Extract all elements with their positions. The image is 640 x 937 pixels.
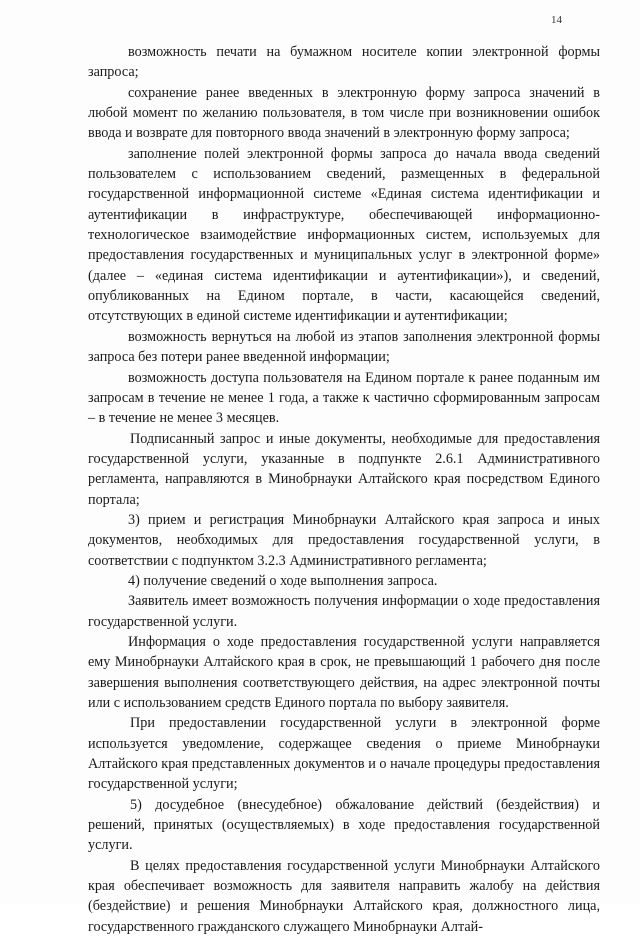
paragraph-notification: При предоставлении государственной услуги в электронной форме используется уведомление, содержащее сведения о приеме Минобрнауки Алтайского края представленных документов и о начале процедуры предоставления государственной услуги; (88, 715, 600, 793)
paragraph-return-step: возможность вернуться на любой из этапов заполнения электронной формы запроса без потери ранее введенной информации; (88, 328, 600, 366)
paragraph-applicant-info: Заявитель имеет возможность получения информации о ходе предоставления государственной услуги. (88, 593, 600, 630)
page-number: 14 (551, 14, 562, 26)
paragraph-item-5: 5) досудебное (внесудебное) обжалование действий (бездействия) и решений, принятых (осуществляемых) в ходе предоставления государственной услуги. (88, 796, 600, 854)
paragraph-complaint: В целях предоставления государственной услуги Минобрнауки Алтайского края обеспечивает возможность для заявителя направить жалобу на действия (бездействие) и решения Минобрнауки Алтайского края, должностного лица, государственного гражданского служащего Минобрнауки Алтай- (88, 857, 600, 935)
paragraph-save-values: сохранение ранее введенных в электронную форму запроса значений в любой момент по желанию пользователя, в том числе при возникновении ошибок ввода и возврате для повторного ввода значений в электронную форму запроса; (88, 84, 600, 142)
paragraph-signed-request: Подписанный запрос и иные документы, необходимые для предоставления государственной услуги, указанные в подпункте 2.6.1 Административного регламента, направляются в Минобрнауки Алтайского края посредством Единого портала; (88, 430, 600, 508)
paragraph-item-3: 3) прием и регистрация Минобрнауки Алтайского края запроса и иных документов, необходимых для предоставления государственной услуги, в соответствии с подпунктом 3.2.3 Административного регламента; (88, 511, 600, 569)
paragraph-print-copy: возможность печати на бумажном носителе копии электронной формы запроса; (88, 44, 600, 81)
paragraph-autofill: заполнение полей электронной формы запроса до начала ввода сведений пользователем с использованием сведений, размещенных в федеральной государственной информационной системе «Единая система идентификации и аутентификации в инфраструктуре, обеспечивающей информационно-технологическое взаимодействие информационных систем, используемых для предоставления государственных и муниципальных услуг в электронной форме» (далее – «единая система идентификации и аутентификации»), и сведений, опубликованных на Едином портале, в части, касающейся сведений, отсутствующих в единой системе идентификации и аутентификации; (88, 145, 600, 325)
paragraph-access-requests: возможность доступа пользователя на Едином портале к ранее поданным им запросам в течение не менее 1 года, а также к частично сформированным запросам – в течение не менее 3 месяцев. (88, 369, 600, 427)
paragraph-item-4: 4) получение сведений о ходе выполнения запроса. (128, 572, 438, 589)
paragraph-progress-info: Информация о ходе предоставления государственной услуги направляется ему Минобрнауки Алтайского края в срок, не превышающий 1 рабочего дня после завершения выполнения соответствующего действия, на адрес электронной почты или с использованием средств Единого портала по выбору заявителя. (88, 633, 600, 711)
document-body (88, 42, 600, 937)
